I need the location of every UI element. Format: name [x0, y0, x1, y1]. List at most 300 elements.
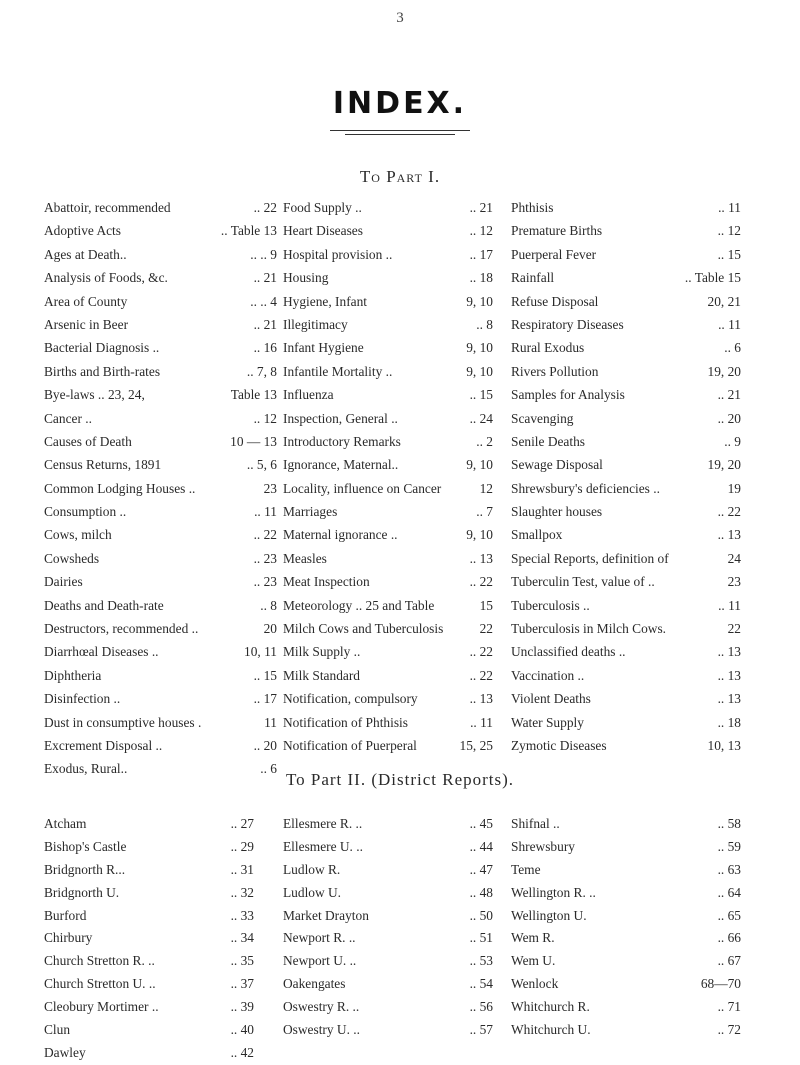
index-entry-page-ref: .. 58: [717, 816, 741, 831]
index-entry-page-ref: .. 18: [717, 714, 741, 730]
index-entry-page-ref: 9, 10: [466, 527, 493, 543]
index-entry: [44, 950, 254, 973]
index-entry-label: Zymotic Diseases: [511, 737, 607, 753]
part2-heading: To Part II. (District Reports).: [285, 770, 515, 789]
index-entry-label: Refuse Disposal: [511, 293, 599, 309]
index-entry-label: Introductory Remarks: [283, 433, 401, 449]
index-entry: [283, 927, 493, 950]
index-entry-page-ref: .. 15: [469, 387, 493, 403]
index-entry: [283, 640, 493, 663]
index-entry: [44, 1019, 254, 1042]
index-entry-page-ref: 23: [263, 480, 277, 496]
index-entry-page-ref: 15: [479, 597, 493, 613]
index-entry-label: Shrewsbury's deficiencies ..: [511, 480, 660, 496]
index-entry-page-ref: 24: [727, 550, 741, 566]
index-entry-label: Excrement Disposal ..: [44, 737, 163, 753]
index-entry-label: Milch Cows and Tuberculosis: [283, 621, 444, 637]
index-entry: [283, 950, 493, 973]
index-entry-page-ref: .. 22: [469, 667, 493, 683]
index-entry-page-ref: .. 35: [230, 953, 254, 969]
index-entry-label: Rural Exodus: [511, 340, 585, 356]
index-entry-page-ref: 20, 21: [707, 293, 741, 309]
index-entry: [283, 383, 493, 406]
index-entry-page-ref: 68—70: [700, 976, 741, 992]
index-entry-page-ref: 22: [727, 621, 741, 637]
index-entry-label: Smallpox: [511, 527, 563, 543]
index-entry-page-ref: .. 12: [469, 223, 493, 239]
index-entry-label: Adoptive Acts: [44, 223, 121, 239]
index-entry-page-ref: .. 16: [253, 340, 277, 356]
index-entry-label: Bridgnorth U.: [44, 884, 120, 900]
index-entry-page-ref: .. 48: [469, 884, 493, 900]
index-title: INDEX.: [332, 86, 468, 121]
index-entry-label: Census Returns, 1891: [44, 457, 162, 473]
index-entry: [511, 950, 741, 973]
index-entry: [44, 313, 277, 336]
index-entry-page-ref: .. 11: [718, 200, 741, 215]
index-entry-label: Clun: [44, 1022, 71, 1038]
index-entry: [511, 617, 741, 640]
index-entry-label: Violent Deaths: [511, 691, 591, 707]
index-entry-page-ref: .. 31: [230, 861, 254, 877]
part1-column-3: [511, 196, 741, 757]
index-entry-page-ref: .. 11: [254, 504, 277, 520]
index-entry-label: Whitchurch U.: [511, 1022, 591, 1038]
index-entry: [44, 734, 277, 757]
index-entry: [44, 219, 277, 242]
index-entry-label: Newport R. ..: [283, 930, 356, 946]
index-entry-page-ref: .. 12: [253, 410, 277, 426]
index-entry-label: Cancer ..: [44, 410, 92, 426]
index-entry-label: Hygiene, Infant: [283, 293, 368, 309]
index-entry-label: Tuberculosis in Milch Cows.: [511, 621, 666, 637]
index-entry: [44, 594, 277, 617]
index-entry: [283, 882, 493, 905]
index-entry-label: Births and Birth-rates: [44, 363, 161, 379]
index-entry: [283, 859, 493, 882]
index-entry-label: Ludlow U.: [283, 884, 342, 900]
index-entry: [511, 927, 741, 950]
index-entry-label: Atcham: [44, 816, 87, 831]
index-entry: [44, 905, 254, 928]
index-entry-label: Housing: [283, 270, 329, 286]
index-entry: [44, 813, 254, 836]
part2-column-3: [511, 813, 741, 1042]
index-entry: [44, 430, 277, 453]
index-entry: [511, 500, 741, 523]
index-entry: [511, 219, 741, 242]
index-entry-page-ref: .. 40: [230, 1022, 254, 1038]
index-entry-label: Analysis of Foods, &c.: [44, 270, 168, 286]
index-entry-page-ref: .. 13: [717, 691, 741, 707]
index-entry: [283, 996, 493, 1019]
index-entry-page-ref: .. 9: [724, 433, 741, 449]
index-entry: [283, 617, 493, 640]
index-entry: [283, 313, 493, 336]
index-entry: [511, 196, 741, 219]
index-entry-label: Causes of Death: [44, 433, 132, 449]
index-entry-label: Wem U.: [511, 953, 556, 969]
part2-column-2: [283, 813, 493, 1042]
index-entry-page-ref: .. 18: [469, 270, 493, 286]
index-entry: [283, 219, 493, 242]
index-entry-label: Premature Births: [511, 223, 603, 239]
index-entry-page-ref: .. 44: [469, 838, 493, 854]
index-entry-page-ref: .. 22: [253, 200, 277, 215]
index-entry-label: Shrewsbury: [511, 838, 575, 854]
index-entry-label: Bye-laws .. 23, 24,: [44, 387, 145, 403]
index-entry: [44, 711, 277, 734]
index-entry-page-ref: 9, 10: [466, 457, 493, 473]
index-entry-page-ref: 10, 11: [244, 644, 277, 660]
index-entry-label: Bridgnorth R...: [44, 861, 126, 877]
index-entry-page-ref: 19, 20: [707, 457, 741, 473]
index-entry: [283, 407, 493, 430]
index-entry-label: Unclassified deaths ..: [511, 644, 626, 660]
index-entry: [511, 711, 741, 734]
index-entry-page-ref: .. 24: [469, 410, 493, 426]
index-entry: [511, 836, 741, 859]
index-entry-page-ref: .. 13: [717, 644, 741, 660]
index-entry-label: Inspection, General ..: [283, 410, 398, 426]
index-entry-page-ref: .. 7, 8: [246, 363, 277, 379]
index-entry: [511, 477, 741, 500]
index-entry-label: Locality, influence on Cancer: [283, 480, 442, 496]
index-entry: [511, 640, 741, 663]
index-entry-label: Cleobury Mortimer ..: [44, 999, 159, 1015]
index-entry: [283, 1019, 493, 1042]
index-entry-label: Deaths and Death-rate: [44, 597, 164, 613]
index-entry: [44, 664, 277, 687]
index-entry-page-ref: .. 45: [469, 816, 493, 831]
index-entry-label: Diphtheria: [44, 667, 102, 683]
index-entry-page-ref: .. 11: [718, 597, 741, 613]
index-entry-label: Cowsheds: [44, 550, 100, 566]
index-entry-label: Church Stretton R. ..: [44, 953, 155, 969]
index-entry-label: Wellington U.: [511, 907, 587, 923]
index-entry-label: Newport U. ..: [283, 953, 357, 969]
index-entry-page-ref: .. 51: [469, 930, 493, 946]
index-entry-label: Burford: [44, 907, 87, 923]
index-entry-page-ref: .. 5, 6: [246, 457, 277, 473]
index-entry: [511, 360, 741, 383]
index-entry: [511, 336, 741, 359]
index-entry-label: Oswestry U. ..: [283, 1022, 360, 1038]
index-entry-page-ref: .. 22: [469, 574, 493, 590]
index-entry: [511, 266, 741, 289]
index-entry-label: Senile Deaths: [511, 433, 586, 449]
index-entry: [511, 523, 741, 546]
index-entry: [511, 859, 741, 882]
index-entry-page-ref: .. 72: [717, 1022, 741, 1038]
index-entry: [283, 664, 493, 687]
index-entry-label: Puerperal Fever: [511, 246, 597, 262]
index-entry: [44, 687, 277, 710]
index-entry: [283, 243, 493, 266]
title-underline-short: [345, 134, 455, 135]
index-entry-label: Illegitimacy: [283, 316, 348, 332]
index-entry-page-ref: .. 59: [717, 838, 741, 854]
index-entry: [511, 813, 741, 836]
index-entry-label: Marriages: [283, 504, 338, 520]
index-entry-label: Bishop's Castle: [44, 838, 127, 854]
index-entry-page-ref: .. 22: [469, 644, 493, 660]
page-number: 3: [396, 10, 404, 26]
index-entry: [44, 996, 254, 1019]
index-entry-page-ref: .. 29: [230, 838, 254, 854]
index-entry-label: Teme: [511, 861, 541, 877]
index-entry-label: Dawley: [44, 1044, 86, 1060]
index-entry-label: Common Lodging Houses ..: [44, 480, 196, 496]
index-entry: [44, 360, 277, 383]
index-entry-page-ref: .. 47: [469, 861, 493, 877]
index-entry: [283, 973, 493, 996]
index-entry: [283, 813, 493, 836]
index-entry-label: Abattoir, recommended: [44, 200, 171, 215]
index-entry-page-ref: 11: [264, 714, 277, 730]
part2-column-1: [44, 813, 254, 1065]
index-entry-page-ref: .. 13: [469, 550, 493, 566]
index-entry-label: Ellesmere R. ..: [283, 816, 363, 831]
index-entry-label: Notification, compulsory: [283, 691, 418, 707]
index-entry: [44, 927, 254, 950]
index-entry-label: Shifnal ..: [511, 816, 560, 831]
index-entry-page-ref: 9, 10: [466, 340, 493, 356]
index-entry: [511, 687, 741, 710]
index-entry-page-ref: .. 27: [230, 816, 254, 831]
index-entry-label: Infantile Mortality ..: [283, 363, 393, 379]
index-entry-label: Oakengates: [283, 976, 346, 992]
index-entry-page-ref: .. 56: [469, 999, 493, 1015]
index-entry-label: Ages at Death..: [44, 246, 127, 262]
index-entry-page-ref: .. 20: [253, 737, 277, 753]
index-entry-page-ref: .. 22: [253, 527, 277, 543]
index-entry-page-ref: 10, 13: [707, 737, 741, 753]
index-entry: [283, 266, 493, 289]
index-entry-page-ref: .. 63: [717, 861, 741, 877]
index-entry-label: Wenlock: [511, 976, 559, 992]
index-entry-page-ref: .. 71: [717, 999, 741, 1015]
index-entry-page-ref: .. 50: [469, 907, 493, 923]
index-entry: [283, 453, 493, 476]
index-entry-page-ref: .. 22: [717, 504, 741, 520]
index-entry-page-ref: .. 13: [717, 667, 741, 683]
index-entry: [44, 1042, 254, 1065]
index-entry-page-ref: 12: [479, 480, 493, 496]
index-entry-page-ref: .. 6: [260, 761, 277, 777]
index-entry: [44, 453, 277, 476]
index-entry-page-ref: .. 23: [253, 550, 277, 566]
index-entry: [511, 243, 741, 266]
index-entry-label: Tuberculosis ..: [511, 597, 590, 613]
index-entry: [44, 500, 277, 523]
index-entry-label: Maternal ignorance ..: [283, 527, 398, 543]
index-entry-label: Special Reports, definition of: [511, 550, 669, 566]
index-entry-label: Influenza: [283, 387, 334, 403]
index-entry-label: Infant Hygiene: [283, 340, 364, 356]
index-entry: [511, 664, 741, 687]
index-entry: [283, 687, 493, 710]
index-entry-page-ref: .. 65: [717, 907, 741, 923]
index-entry-label: Samples for Analysis: [511, 387, 625, 403]
index-entry: [511, 453, 741, 476]
index-entry: [44, 859, 254, 882]
index-entry: [44, 196, 277, 219]
index-entry: [283, 836, 493, 859]
index-entry-page-ref: .. 21: [469, 200, 493, 215]
index-entry: [283, 430, 493, 453]
index-entry: [511, 383, 741, 406]
index-entry-page-ref: 15, 25: [459, 737, 493, 753]
index-entry-page-ref: .. 54: [469, 976, 493, 992]
index-entry-page-ref: .. Table 13: [220, 223, 277, 239]
index-entry-page-ref: .. 33: [230, 907, 254, 923]
index-entry-label: Phthisis: [511, 200, 554, 215]
index-entry-page-ref: .. 32: [230, 884, 254, 900]
index-entry-label: Cows, milch: [44, 527, 112, 543]
part1-heading: To Part I.: [359, 167, 441, 186]
index-entry-page-ref: .. 21: [253, 316, 277, 332]
index-entry: [511, 430, 741, 453]
index-entry-page-ref: .. 21: [717, 387, 741, 403]
index-entry-label: Measles: [283, 550, 327, 566]
index-entry-label: Chirbury: [44, 930, 93, 946]
index-entry-label: Wellington R. ..: [511, 884, 596, 900]
title-underline: [330, 130, 470, 131]
index-entry-label: Scavenging: [511, 410, 574, 426]
index-entry: [44, 882, 254, 905]
index-entry-label: Dairies: [44, 574, 83, 590]
index-entry-label: Diarrhœal Diseases ..: [44, 644, 159, 660]
index-entry-page-ref: 10 — 13: [230, 433, 277, 449]
index-entry: [44, 570, 277, 593]
index-entry: [44, 836, 254, 859]
index-entry: [44, 290, 277, 313]
index-entry-page-ref: 19, 20: [707, 363, 741, 379]
index-entry-page-ref: .. Table 15: [684, 270, 741, 286]
index-entry: [283, 290, 493, 313]
index-entry: [283, 734, 493, 757]
index-entry: [44, 617, 277, 640]
index-entry-page-ref: .. 8: [260, 597, 277, 613]
index-entry-label: Exodus, Rural..: [44, 761, 128, 777]
index-entry-label: Bacterial Diagnosis ..: [44, 340, 160, 356]
index-entry: [44, 336, 277, 359]
index-entry-page-ref: .. 66: [717, 930, 741, 946]
index-entry-label: Market Drayton: [283, 907, 369, 923]
index-entry: [44, 477, 277, 500]
index-entry-page-ref: .. 12: [717, 223, 741, 239]
index-entry-label: Water Supply: [511, 714, 584, 730]
index-entry: [283, 523, 493, 546]
index-entry: [511, 290, 741, 313]
index-entry: [283, 547, 493, 570]
index-entry: [511, 407, 741, 430]
index-entry: [283, 360, 493, 383]
index-entry: [44, 523, 277, 546]
index-entry-page-ref: 9, 10: [466, 363, 493, 379]
index-entry-label: Church Stretton U. ..: [44, 976, 156, 992]
index-entry-page-ref: .. 23: [253, 574, 277, 590]
index-entry-label: Respiratory Diseases: [511, 316, 624, 332]
index-entry-page-ref: 23: [727, 574, 741, 590]
index-entry-page-ref: .. 17: [469, 246, 493, 262]
index-entry-label: Disinfection ..: [44, 691, 121, 707]
index-entry-label: Area of County: [44, 293, 128, 309]
index-entry: [44, 640, 277, 663]
index-entry-label: Meat Inspection: [283, 574, 370, 590]
index-entry-page-ref: .. 37: [230, 976, 254, 992]
index-entry-page-ref: .. 8: [476, 316, 493, 332]
index-entry-label: Meteorology .. 25 and Table: [283, 597, 435, 613]
index-entry-page-ref: .. 13: [717, 527, 741, 543]
index-entry: [44, 973, 254, 996]
index-entry: [511, 570, 741, 593]
index-entry: [283, 711, 493, 734]
index-entry: [511, 905, 741, 928]
index-entry-label: Slaughter houses: [511, 504, 603, 520]
index-entry-page-ref: .. 13: [469, 691, 493, 707]
index-entry-page-ref: .. 21: [253, 270, 277, 286]
index-entry-label: Arsenic in Beer: [44, 316, 129, 332]
index-entry: [283, 500, 493, 523]
index-entry-label: Ignorance, Maternal..: [283, 457, 399, 473]
index-entry-page-ref: .. 34: [230, 930, 254, 946]
index-entry-label: Rivers Pollution: [511, 363, 599, 379]
index-entry-label: Food Supply ..: [283, 200, 362, 215]
index-entry-label: Whitchurch R.: [511, 999, 590, 1015]
index-entry-label: Dust in consumptive houses .: [44, 714, 202, 730]
index-entry-page-ref: Table 13: [230, 387, 277, 403]
index-entry: [511, 594, 741, 617]
index-entry: [511, 996, 741, 1019]
index-entry: [44, 383, 277, 406]
index-entry-label: Oswestry R. ..: [283, 999, 360, 1015]
index-entry: [283, 570, 493, 593]
index-entry-page-ref: .. 42: [230, 1044, 254, 1060]
index-entry-label: Vaccination ..: [511, 667, 585, 683]
index-entry-page-ref: .. 67: [717, 953, 741, 969]
index-entry: [283, 594, 493, 617]
index-entry: [511, 973, 741, 996]
index-entry-page-ref: .. 15: [253, 667, 277, 683]
index-entry-page-ref: 20: [263, 621, 277, 637]
index-entry-page-ref: .. 53: [469, 953, 493, 969]
index-entry: [511, 734, 741, 757]
index-entry-page-ref: .. 17: [253, 691, 277, 707]
index-entry-page-ref: .. 20: [717, 410, 741, 426]
index-entry-page-ref: .. 64: [717, 884, 741, 900]
part1-column-2: [283, 196, 493, 757]
index-entry-label: Ludlow R.: [283, 861, 341, 877]
index-entry-label: Consumption ..: [44, 504, 127, 520]
index-entry-label: Milk Standard: [283, 667, 360, 683]
index-entry: [511, 313, 741, 336]
index-entry: [511, 1019, 741, 1042]
index-entry: [511, 882, 741, 905]
index-entry-label: Hospital provision ..: [283, 246, 393, 262]
index-entry-page-ref: .. 15: [717, 246, 741, 262]
index-entry-page-ref: .. 57: [469, 1022, 493, 1038]
index-entry-label: Destructors, recommended ..: [44, 621, 199, 637]
index-entry: [44, 243, 277, 266]
index-entry-label: Tuberculin Test, value of ..: [511, 574, 655, 590]
part1-column-1: [44, 196, 277, 781]
index-entry-page-ref: .. 39: [230, 999, 254, 1015]
index-entry: [511, 547, 741, 570]
index-entry-label: Milk Supply ..: [283, 644, 361, 660]
index-entry-page-ref: .. 7: [476, 504, 493, 520]
